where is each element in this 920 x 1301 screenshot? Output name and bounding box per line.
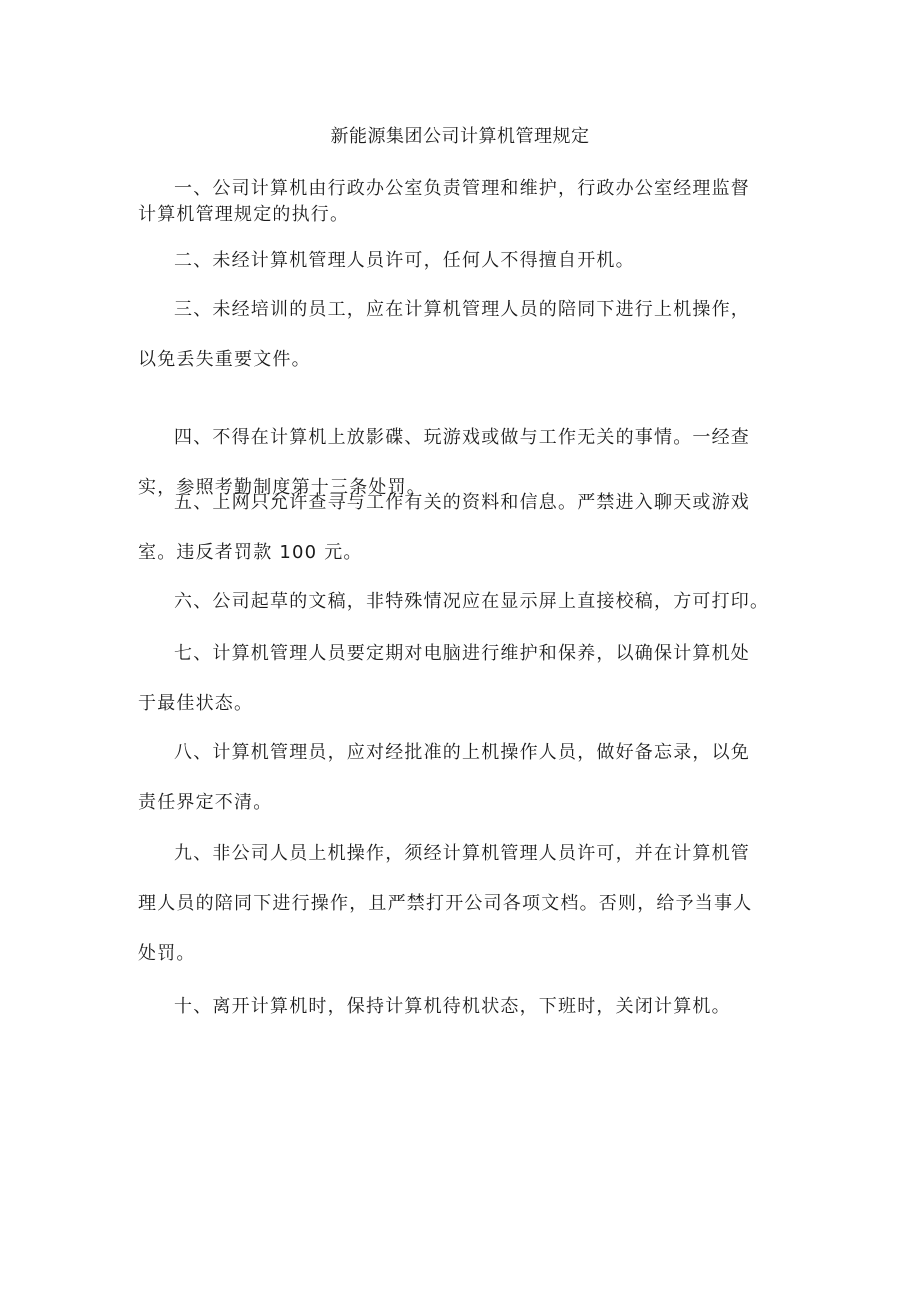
document-title: 新能源集团公司计算机管理规定 <box>330 126 590 147</box>
clause-9: 九、非公司人员上机操作，须经计算机管理人员许可，并在计算机管 理人员的陪同下进行操作，且严禁打开公司各项文档。否则，给予当事人 处罚。 <box>138 843 753 964</box>
clause-8: 八、计算机管理员，应对经批准的上机操作人员，做好备忘录，以免 责任界定不清。 <box>138 742 750 813</box>
clause-3: 三、未经培训的员工，应在计算机管理人员的陪同下进行上机操作， 以免丢失重要文件。 <box>138 299 750 370</box>
clause-6: 六、公司起草的文稿，非特殊情况应在显示屏上直接校稿，方可打印。 <box>174 591 770 612</box>
clause-5: 五、上网只允许查寻与工作有关的资料和信息。严禁进入聊天或游戏 室。违反者罚款 100 元。 <box>138 492 750 563</box>
clause-1: 一、公司计算机由行政办公室负责管理和维护，行政办公室经理监督 计算机管理规定的执行。 <box>138 178 750 225</box>
clause-10: 十、离开计算机时，保持计算机待机状态，下班时，关闭计算机。 <box>174 996 731 1017</box>
clause-7: 七、计算机管理人员要定期对电脑进行维护和保养，以确保计算机处 于最佳状态。 <box>138 643 750 714</box>
clause-2: 二、未经计算机管理人员许可，任何人不得擅自开机。 <box>174 250 635 271</box>
clause-4: 四、不得在计算机上放影碟、玩游戏或做与工作无关的事情。一经查 实，参照考勤制度第十三条处罚。 <box>138 427 750 498</box>
